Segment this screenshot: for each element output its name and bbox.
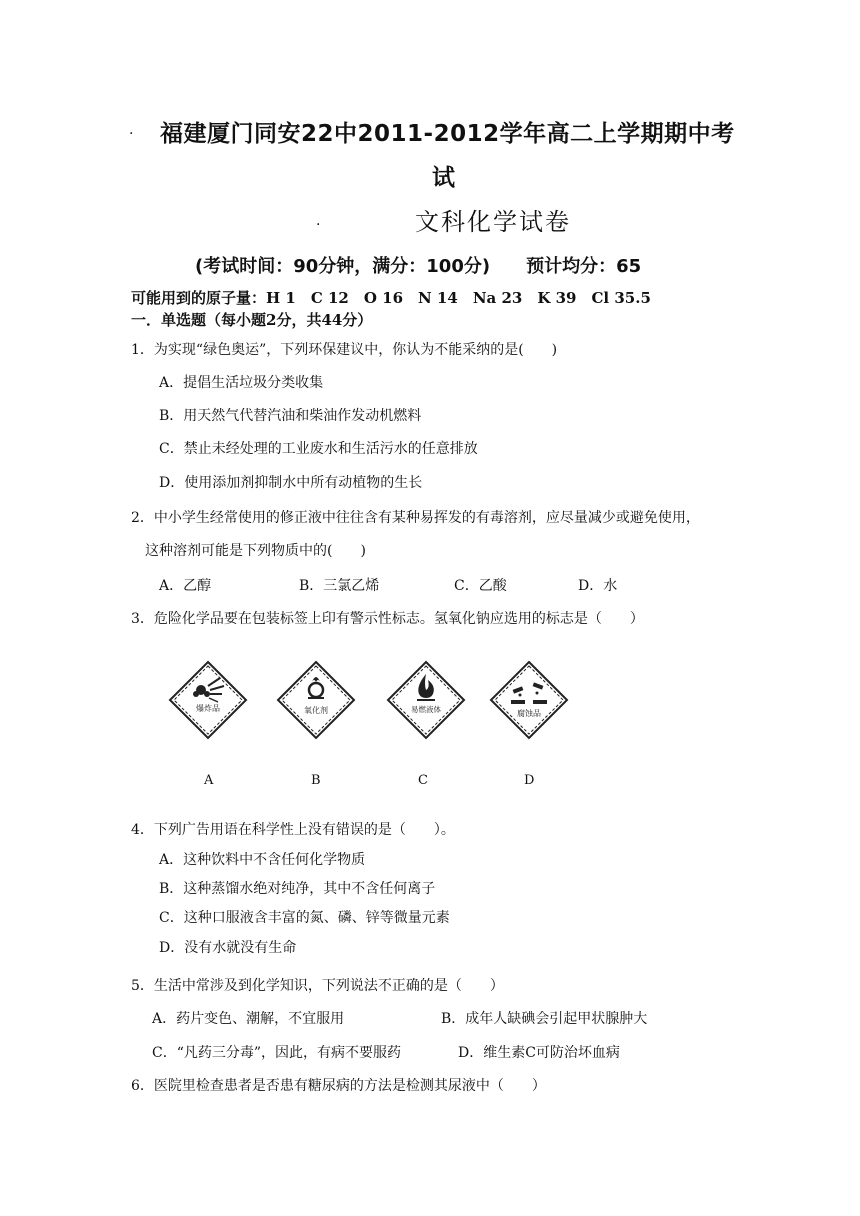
question-2-option-b: B．三氯乙烯 (299, 578, 380, 594)
question-2-stem-line2: 这种溶剂可能是下列物质中的( ) (145, 543, 366, 559)
sign-b (276, 660, 356, 740)
question-5-option-d: D．维生素C可防治坏血病 (458, 1045, 620, 1061)
document-title-line2: 试 (432, 165, 456, 191)
sign-letter-c: C (418, 773, 428, 788)
exam-info: (考试时间：90分钟，满分：100分) 预计均分：65 (195, 256, 642, 277)
section-heading: 一．单选题（每小题2分，共44分） (131, 311, 373, 329)
question-5-option-b: B．成年人缺碘会引起甲状腺肿大 (441, 1011, 648, 1027)
question-4-stem: 4．下列广告用语在科学性上没有错误的是（ ）。 (131, 822, 455, 838)
document-subtitle: 文科化学试卷 (415, 208, 571, 236)
question-1-option-d: D．使用添加剂抑制水中所有动植物的生长 (159, 475, 423, 491)
question-4-option-d: D．没有水就没有生命 (159, 940, 297, 956)
question-3-stem: 3．危险化学品要在包装标签上印有警示性标志。氢氧化钠应选用的标志是（ ） (131, 611, 644, 627)
sign-c (386, 660, 466, 740)
question-2-stem-line1: 2．中小学生经常使用的修正液中往往含有某种易挥发的有毒溶剂，应尽量减少或避免使用， (131, 510, 700, 526)
question-1-option-a: A．提倡生活垃圾分类收集 (159, 375, 324, 391)
sign-c-label: 易燃液体 (411, 705, 441, 714)
question-5-option-c: C．“凡药三分毒”，因此，有病不要服药 (152, 1045, 402, 1061)
sign-letter-b: B (311, 773, 321, 788)
header-dot: . (129, 122, 134, 138)
sign-b-label: 氧化剂 (304, 706, 328, 715)
question-5-stem: 5．生活中常涉及到化学知识，下列说法不正确的是（ ） (131, 978, 504, 994)
sign-a (168, 660, 248, 740)
document-title-line1: 福建厦门同安22中2011-2012学年高二上学期期中考 (160, 121, 735, 147)
question-1-option-b: B．用天然气代替汽油和柴油作发动机燃料 (159, 408, 422, 424)
subtitle-dot: . (316, 213, 321, 229)
sign-letter-d: D (524, 773, 535, 788)
sign-d-label: 腐蚀品 (517, 709, 541, 718)
question-1-stem: 1．为实现“绿色奥运”，下列环保建议中，你认为不能采纳的是( ) (131, 342, 558, 358)
question-4-option-a: A．这种饮料中不含任何化学物质 (159, 852, 366, 868)
question-2-option-a: A．乙醇 (159, 578, 212, 594)
question-2-option-d: D．水 (578, 578, 618, 594)
sign-d (489, 660, 569, 740)
sign-letter-a: A (204, 773, 214, 788)
sign-a-label: 爆炸品 (196, 704, 220, 713)
question-4-option-c: C．这种口服液含丰富的氮、磷、锌等微量元素 (159, 910, 450, 926)
question-1-option-c: C．禁止未经处理的工业废水和生活污水的任意排放 (159, 441, 478, 457)
question-4-option-b: B．这种蒸馏水绝对纯净，其中不含任何离子 (159, 881, 436, 897)
question-6-stem: 6．医院里检查患者是否患有糖尿病的方法是检测其尿液中（ ） (131, 1078, 546, 1094)
atomic-masses: 可能用到的原子量：H 1 C 12 O 16 N 14 Na 23 K 39 Cl 35.5 (131, 289, 651, 307)
question-5-option-a: A．药片变色、潮解，不宜服用 (152, 1011, 345, 1027)
question-2-option-c: C．乙酸 (454, 578, 507, 594)
